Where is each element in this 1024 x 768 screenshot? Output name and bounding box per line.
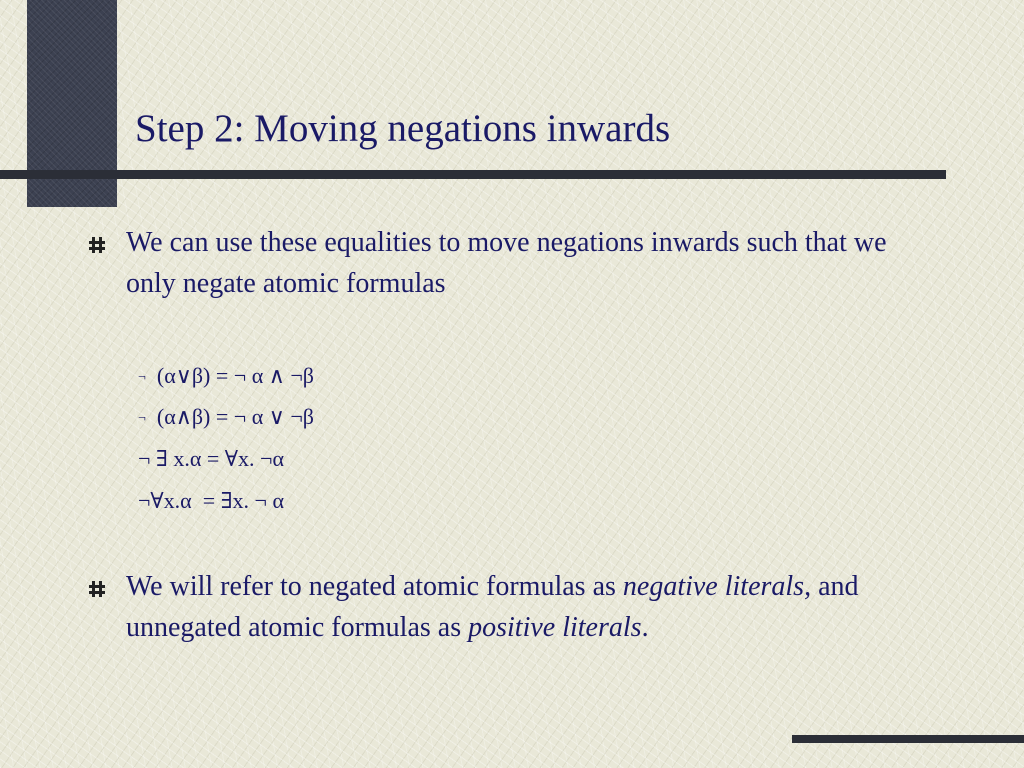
formula-prefix: ¬ bbox=[138, 411, 146, 426]
bullet-text-part: and unnegated atomic formulas as bbox=[126, 571, 859, 643]
bullet-text-equalities: We can use these equalities to move negations inwards such that we only negate atomic formulas bbox=[126, 227, 887, 299]
term-negative-literals: negative literals, bbox=[622, 571, 812, 602]
formula-body: (α∨β) = ¬ α ∧ ¬β bbox=[156, 363, 314, 388]
formula-body: (α∧β) = ¬ α ∨ ¬β bbox=[156, 404, 314, 429]
formula-de-morgan-and bbox=[138, 403, 314, 433]
formula-body: ¬∀x.α = ∃x. ¬ α bbox=[138, 488, 284, 513]
hash-bullet-icon bbox=[88, 580, 106, 598]
footer-divider bbox=[792, 735, 1024, 743]
hash-bullet-icon bbox=[88, 236, 106, 254]
formula-prefix: ¬ bbox=[138, 370, 146, 385]
formula-body: ¬ ∃ x.α = ∀x. ¬α bbox=[138, 446, 284, 471]
bullet-text-literals bbox=[126, 566, 956, 648]
formula-negated-forall bbox=[138, 487, 284, 515]
bullet-text-part: . bbox=[641, 612, 649, 643]
slide-title: Step 2: Moving negations inwards bbox=[135, 107, 671, 150]
term-positive-literals: positive literals bbox=[468, 612, 642, 643]
formula-de-morgan-or bbox=[138, 362, 314, 392]
title-divider bbox=[0, 170, 946, 179]
formula-negated-exists bbox=[138, 445, 284, 473]
bullet-text-part: We will refer to negated atomic formulas as bbox=[126, 571, 623, 602]
